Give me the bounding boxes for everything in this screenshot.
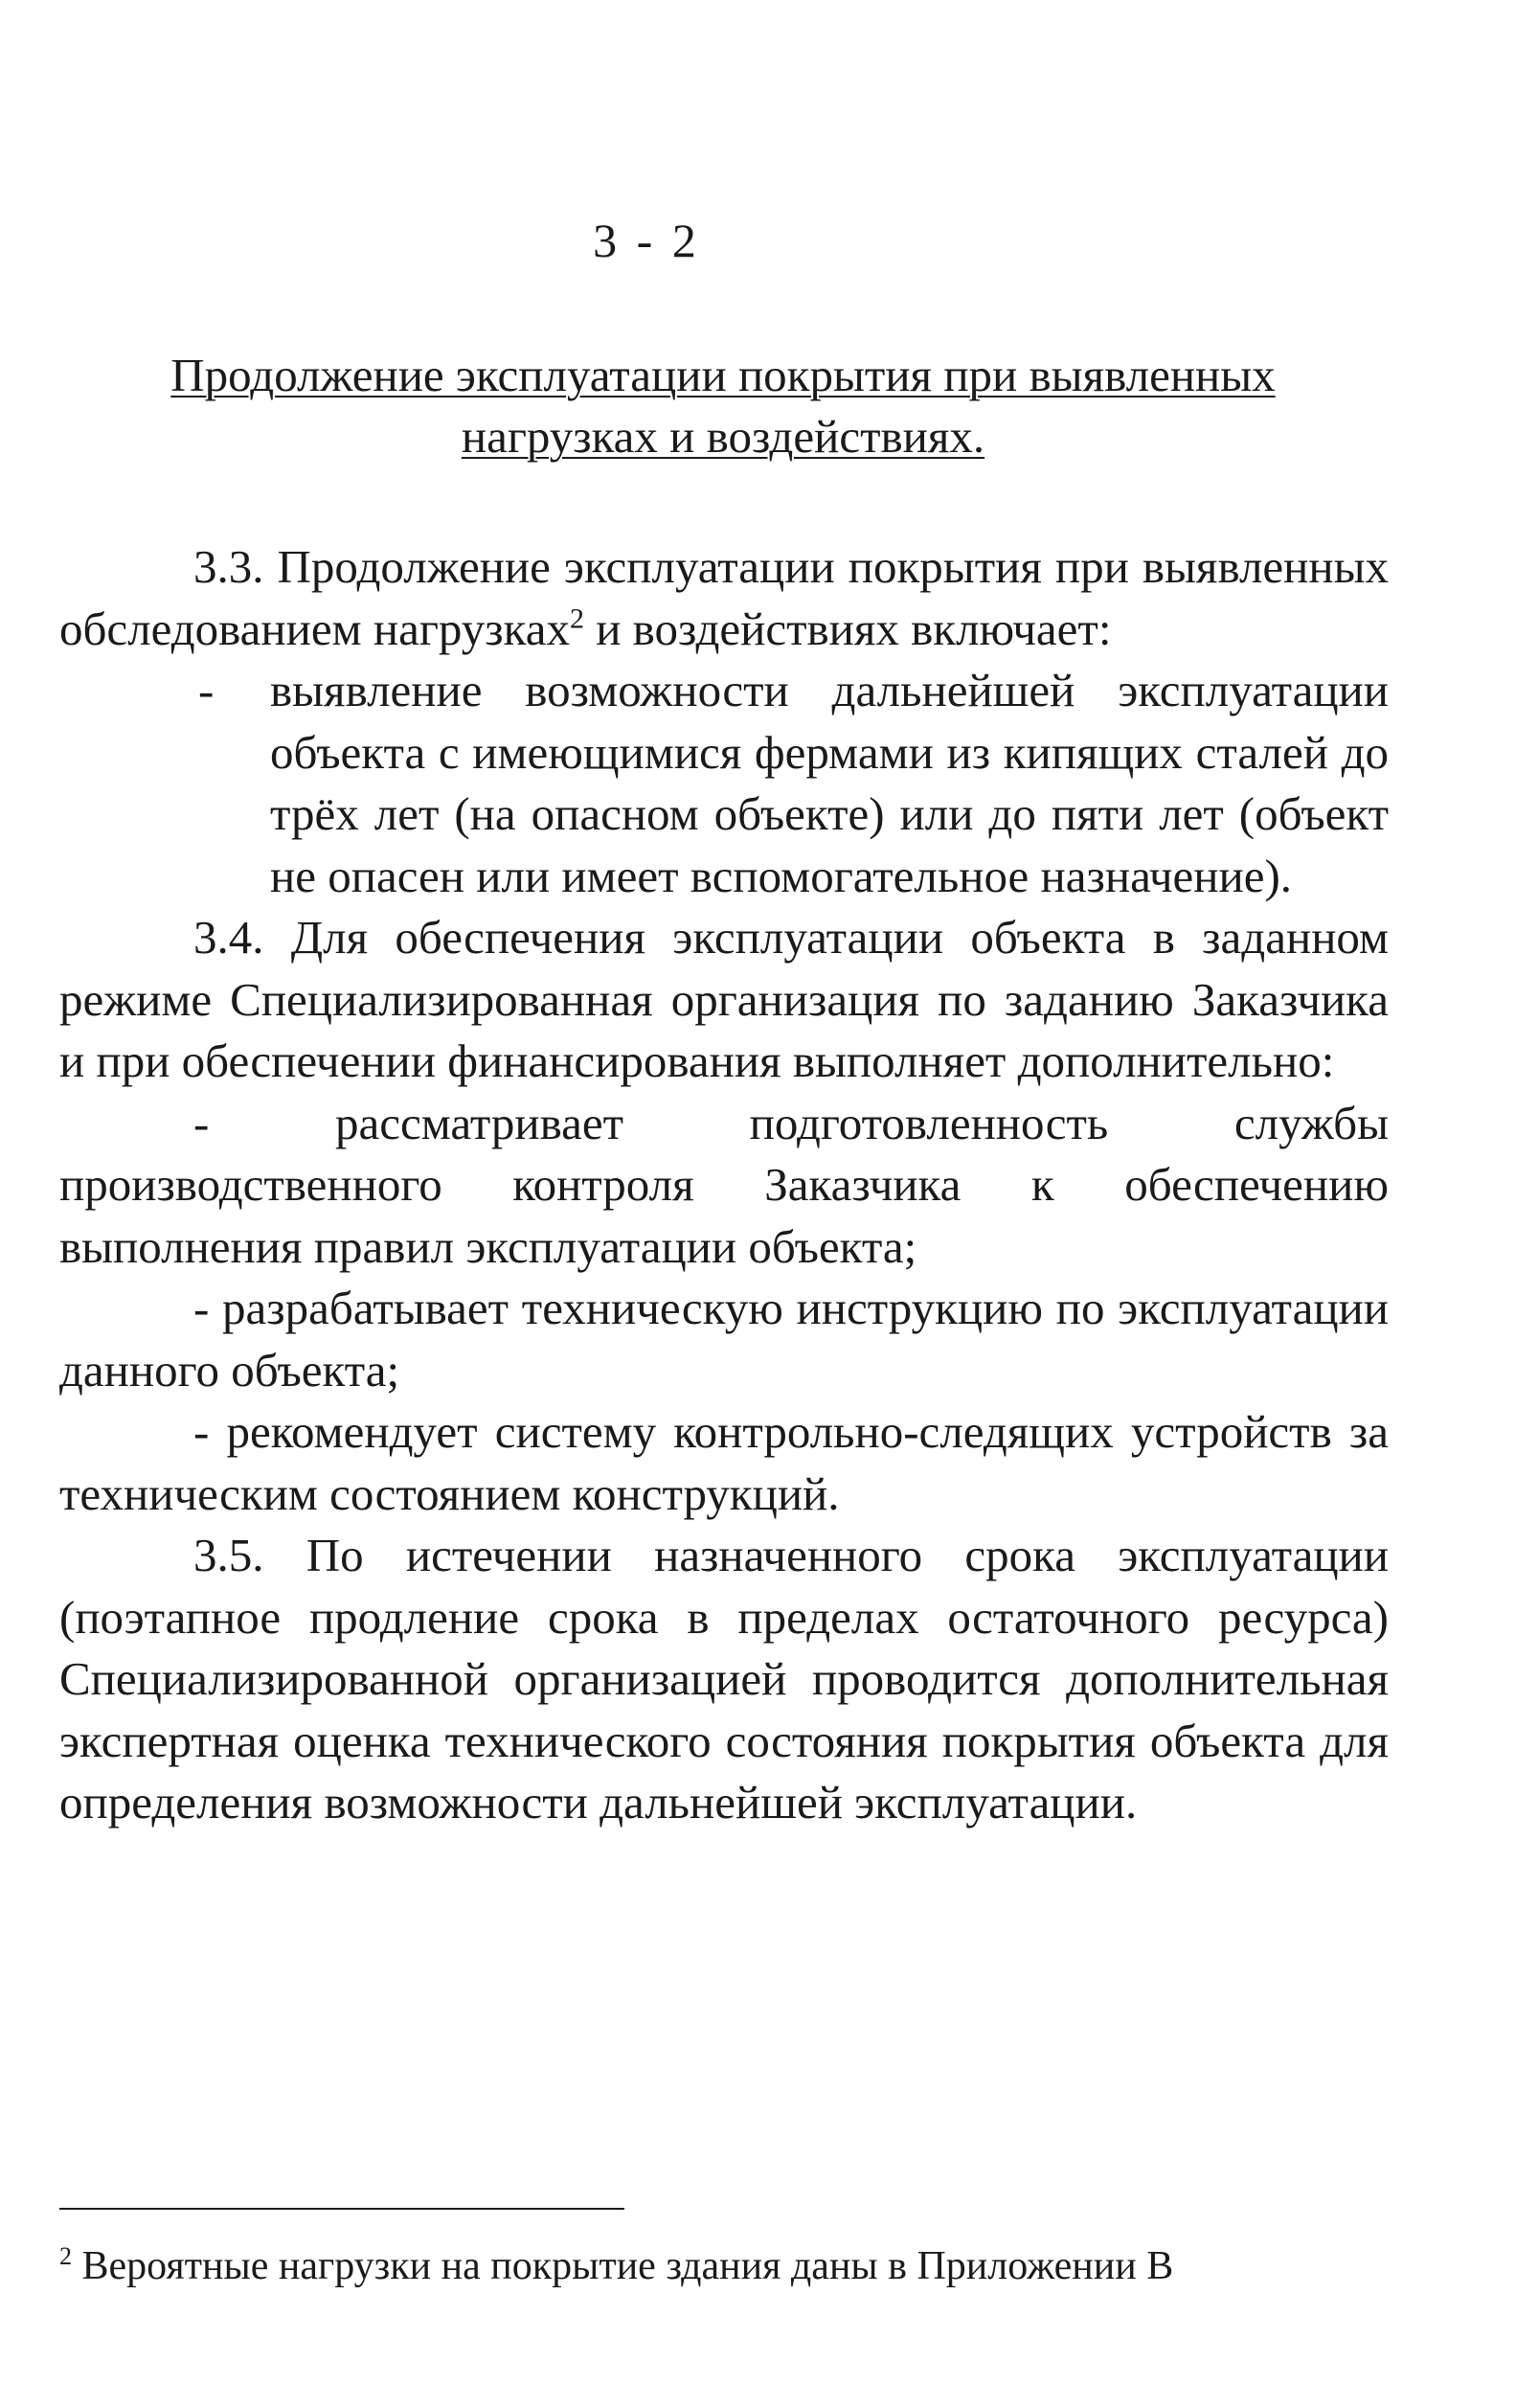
paragraph-3-3-text: Продолжение эксплуатации покрытия при выявленных обследованием нагрузках [59, 540, 1390, 655]
section-heading [57, 345, 1389, 467]
list-item [59, 660, 1389, 907]
heading-line-2: нагрузках и воздействиях. [461, 410, 985, 463]
footnote-marker: 2 [59, 2242, 72, 2270]
paragraph-3-3 [59, 536, 1389, 660]
list-item: - разрабатывает техническую инструкцию по эксплуатации данного объекта; [59, 1282, 1389, 1397]
list-item: - рекомендует систему контрольно-следящих устройств за техническим состоянием конструкций. [59, 1405, 1389, 1520]
footnote-reference: 2 [569, 602, 584, 635]
footnote-text: Вероятные нагрузки на покрытие здания даны в Приложении В [81, 2244, 1174, 2288]
footnote-divider [59, 2208, 624, 2210]
paragraph-3-5: 3.5. По истечении назначенного срока эксплуатации (поэтапное продление срока в пределах остаточного ресурса) Специализированной организацией проводится дополнительная экспертная оценка технического состояния покрытия объекта для определения возможности дальнейшей эксплуатации. [59, 1529, 1389, 1829]
paragraph-3-3-number: 3.3. [193, 540, 264, 593]
page-number: 3 - 2 [593, 214, 700, 267]
footnote [59, 2241, 1400, 2291]
list-item-text: выявление возможности дальнейшей эксплуатации объекта с имеющимися фермами из кипящих сталей до трёх лет (на опасном объекте) или до пяти лет (объект не опасен или имеет вспомогательное назначение). [270, 664, 1389, 902]
paragraph-3-4: 3.4. Для обеспечения эксплуатации объекта в заданном режиме Специализированная организация по заданию Заказчика и при обеспечении финансирования выполняет дополнительно: [59, 911, 1389, 1087]
list-dash: - [198, 664, 215, 716]
list-item: - рассматривает подготовленность службы производственного контроля Заказчика к обеспечению выполнения правил эксплуатации объекта; [59, 1096, 1389, 1273]
heading-line-1: Продолжение эксплуатации покрытия при выявленных [170, 349, 1276, 401]
paragraph-3-3-text-end: и воздействиях включает: [596, 602, 1112, 655]
document-body [59, 536, 1389, 1834]
